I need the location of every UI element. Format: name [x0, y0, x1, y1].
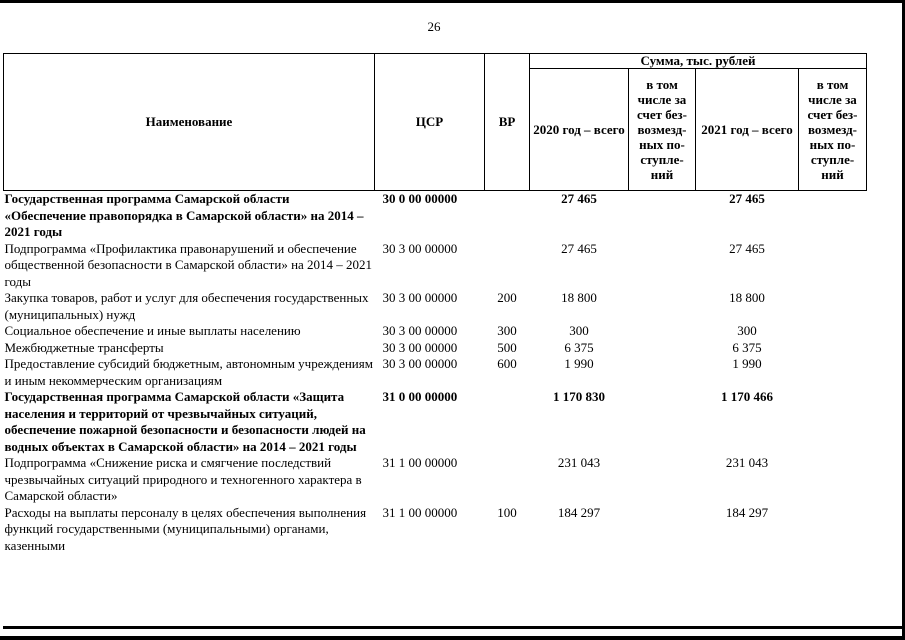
bottom-rule	[3, 626, 902, 629]
row-2021-grants	[799, 505, 867, 555]
row-csr: 30 3 00 00000	[382, 290, 458, 305]
header-sum-group: Сумма, тыс. рублей	[530, 54, 867, 69]
row-2020-grants	[629, 389, 696, 455]
row-2021-grants	[799, 340, 867, 357]
row-2021-total: 184 297	[725, 504, 769, 520]
table-row	[4, 241, 867, 291]
row-2021-grants	[799, 290, 867, 323]
table-row	[4, 191, 867, 241]
row-2020-grants	[629, 290, 696, 323]
row-csr: 30 3 00 00000	[382, 240, 458, 256]
table-row	[4, 356, 867, 389]
row-name: Предоставление субсидий бюджетным, автономным учреждениям и иным некоммерческим организациям	[4, 356, 373, 388]
row-2020-total: 300	[569, 323, 589, 338]
header-2021-grants: в том числе за счет без-возмезд-ных по-ступле-ний	[799, 69, 867, 191]
row-2020-grants	[629, 191, 696, 241]
row-name: Социальное обеспечение и иные выплаты населению	[4, 323, 301, 338]
row-name: Государственная программа Самарской области «Обеспечение правопорядка в Самарской области» на 2014 – 2021 годы	[4, 191, 364, 239]
row-name: Межбюджетные трансферты	[4, 339, 164, 355]
row-csr: 30 3 00 00000	[382, 339, 458, 355]
row-csr: 31 1 00 00000	[382, 504, 458, 520]
row-csr: 31 1 00 00000	[382, 455, 458, 470]
row-vr: 300	[497, 323, 517, 338]
header-name: Наименование	[4, 54, 375, 191]
row-csr: 30 0 00 00000	[382, 191, 458, 206]
row-2020-total: 27 465	[561, 191, 597, 206]
table-row	[4, 323, 867, 340]
row-csr: 31 0 00 00000	[382, 389, 458, 404]
row-2021-total: 1 170 466	[721, 389, 773, 404]
row-2021-grants	[799, 455, 867, 505]
row-2021-total: 18 800	[729, 290, 765, 305]
row-2021-total: 1 990	[732, 356, 762, 371]
page-number: 26	[427, 19, 441, 34]
budget-table	[3, 53, 867, 554]
table-row	[4, 455, 867, 505]
row-2020-grants	[629, 455, 696, 505]
header-2020-total: 2020 год – всего	[530, 69, 629, 191]
row-vr: 200	[497, 290, 517, 305]
scan-edge-top	[0, 0, 905, 3]
row-2021-grants	[799, 191, 867, 241]
row-2020-grants	[629, 340, 696, 357]
row-2021-grants	[799, 323, 867, 340]
row-name: Государственная программа Самарской области «Защита населения и территорий от чрезвычайных ситуаций, обеспечение пожарной безопасности и безопасности людей на водных объектах в Самарской области» на 2014 – 2021 годы	[4, 389, 366, 454]
row-2021-total: 231 043	[725, 455, 769, 470]
table-row	[4, 389, 867, 455]
header-csr: ЦСР	[375, 54, 485, 191]
row-vr	[485, 455, 530, 505]
row-vr	[485, 389, 530, 455]
row-2020-grants	[629, 505, 696, 555]
row-csr: 30 3 00 00000	[382, 356, 458, 371]
row-vr	[485, 241, 530, 291]
row-vr: 600	[497, 356, 517, 371]
table-body	[4, 191, 867, 555]
header-vr: ВР	[485, 54, 530, 191]
row-2021-grants	[799, 356, 867, 389]
scan-edge-bottom	[0, 636, 905, 640]
row-2021-total: 6 375	[732, 339, 762, 355]
table-row	[4, 290, 867, 323]
row-2020-grants	[629, 241, 696, 291]
row-2020-grants	[629, 356, 696, 389]
row-vr	[485, 191, 530, 241]
row-name: Закупка товаров, работ и услуг для обеспечения государственных (муниципальных) нужд	[4, 290, 369, 322]
header-2020-grants: в том числе за счет без-возмезд-ных по-ступле-ний	[629, 69, 696, 191]
row-2020-total: 1 990	[564, 356, 594, 371]
row-name: Расходы на выплаты персоналу в целях обеспечения выполнения функций государственными (муниципальными) органами, казенными	[4, 504, 367, 553]
row-2020-total: 6 375	[564, 339, 594, 355]
row-2020-total: 184 297	[557, 504, 601, 520]
table-header	[4, 54, 867, 191]
row-2020-grants	[629, 323, 696, 340]
row-vr: 500	[497, 339, 517, 355]
row-2020-total: 231 043	[557, 455, 601, 470]
row-csr: 30 3 00 00000	[382, 323, 458, 338]
row-2020-total: 18 800	[561, 290, 597, 305]
row-2021-grants	[799, 389, 867, 455]
row-2021-grants	[799, 241, 867, 291]
row-2020-total: 1 170 830	[553, 389, 605, 404]
row-2021-total: 300	[737, 323, 757, 338]
header-2021-total: 2021 год – всего	[696, 69, 799, 191]
row-vr: 100	[497, 504, 517, 520]
row-2020-total: 27 465	[561, 240, 597, 256]
row-name: Подпрограмма «Снижение риска и смягчение последствий чрезвычайных ситуаций природного и техногенного характера в Самарской области»	[4, 455, 362, 503]
row-2021-total: 27 465	[729, 191, 765, 206]
row-2021-total: 27 465	[729, 240, 765, 256]
table-row	[4, 340, 867, 357]
table-row	[4, 505, 867, 555]
row-name: Подпрограмма «Профилактика правонарушений и обеспечение общественной безопасности в Самарской области» на 2014 – 2021 годы	[4, 240, 373, 289]
